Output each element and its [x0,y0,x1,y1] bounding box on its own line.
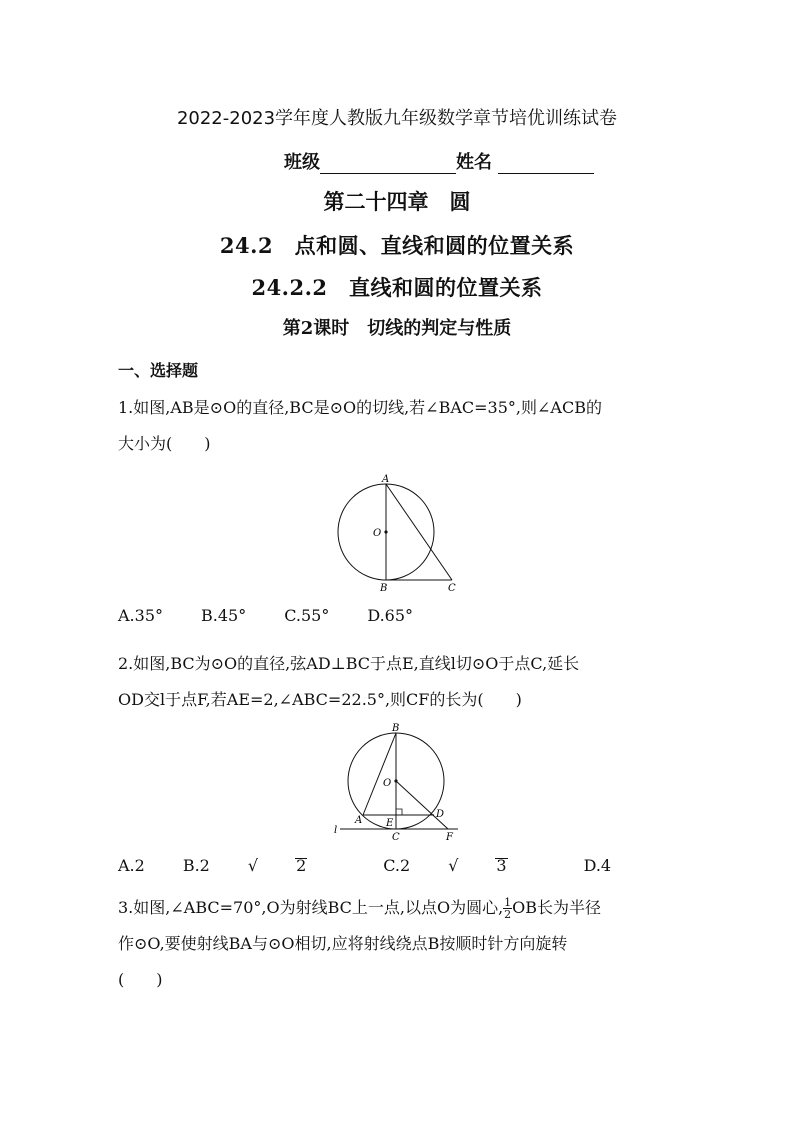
question-2-option-b-sqrt-icon: √ [247,856,259,875]
name-blank[interactable] [498,153,594,174]
figure-2-right-angle-mark [396,809,402,815]
chapter-title: 第二十四章 圆 [323,189,471,214]
figure-2-label-a: A [355,815,363,826]
document-title: 2022-2023学年度人教版九年级数学章节培优训练试卷 [176,108,618,129]
question-2-option-b[interactable] [183,856,345,875]
question-3-fraction-numerator: 1 [504,896,512,909]
figure-2-label-f: F [446,832,453,843]
question-3-line3: ( ) [118,970,163,989]
question-2-options [118,856,649,875]
question-1-option-c[interactable]: C.55° [284,606,330,625]
figure-1-label-a: A [382,474,390,485]
figure-2-line-ab [363,733,396,815]
question-2-option-c[interactable] [383,856,545,875]
figure-2-label-e: E [386,818,394,829]
question-3-fraction [503,897,512,920]
question-2-option-d[interactable]: D.4 [583,856,612,875]
figure-2-label-l: l [334,825,338,836]
figure-2-center-dot [394,779,397,782]
class-name-line [284,148,594,174]
question-3-line1-start: 3.如图,∠ABC=70°,O为射线BC上一点,以点O为圆心, [118,898,504,917]
figure-2 [330,722,464,844]
section-title: 24.2 点和圆、直线和圆的位置关系 [219,233,575,258]
figure-2-label-d: D [436,809,445,820]
question-1-option-b[interactable]: B.45° [201,606,247,625]
question-2-option-c-sqrt-icon: √ [448,856,459,875]
question-2-option-b-radicand: 2 [296,856,307,875]
question-3 [118,890,678,998]
question-1-options [118,606,451,625]
question-3-line2: 作⊙O,要使射线BA与⊙O相切,应将射线绕点B按顺时针方向旋转 [118,934,568,953]
class-label: 班级 [284,152,320,173]
question-2-option-c-prefix: C.2 [383,856,411,875]
question-2-line1: 2.如图,BC为⊙O的直径,弦AD⊥BC于点E,直线l切⊙O于点C,延长 [118,654,580,673]
question-1-line2: 大小为( ) [118,434,211,453]
figure-2-label-b: B [392,723,400,734]
question-2-line2: OD交l于点F,若AE=2,∠ABC=22.5°,则CF的长为( ) [118,690,522,709]
question-3-line1 [118,890,678,926]
question-1-line1: 1.如图,AB是⊙O的直径,BC是⊙O的切线,若∠BAC=35°,则∠ACB的 [118,398,602,417]
part-heading: 一、选择题 [118,361,199,380]
lesson-title: 第2课时 切线的判定与性质 [282,318,512,339]
figure-1 [328,474,460,596]
figure-1-label-b: B [380,583,388,594]
question-1-option-d[interactable]: D.65° [367,606,414,625]
question-2-option-c-radicand: 3 [496,856,507,875]
question-3-fraction-denominator: 2 [504,908,512,921]
figure-2-label-o: O [383,778,392,789]
name-label: 姓名 [456,152,492,173]
question-1-option-a[interactable]: A.35° [118,606,163,625]
subsection-title: 24.2.2 直线和圆的位置关系 [251,275,543,300]
question-2 [118,646,678,718]
question-1 [118,390,678,462]
question-3-line1-end: OB长为半径 [512,898,602,917]
question-2-option-b-prefix: B.2 [182,856,210,875]
figure-1-label-c: C [448,583,456,594]
question-2-option-a[interactable]: A.2 [118,856,145,875]
figure-1-line-ac [386,484,452,580]
class-blank[interactable] [320,153,456,174]
figure-2-label-c: C [392,832,400,843]
figure-1-label-o: O [373,528,382,539]
figure-1-center-dot [384,530,387,533]
